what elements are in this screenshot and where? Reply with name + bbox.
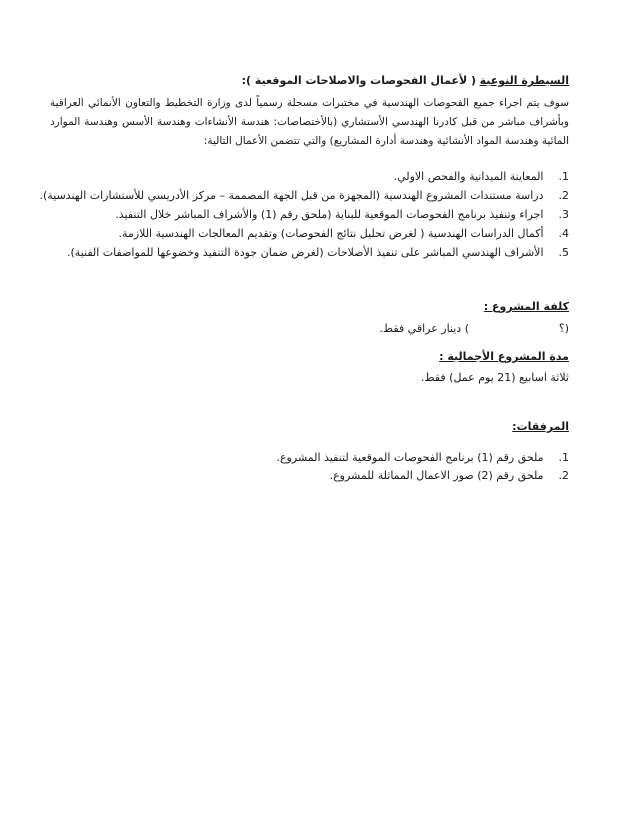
list-number: 2. xyxy=(558,469,569,482)
list-text: دراسة مستندات المشروع الهندسية (المجهزة من قبل الجهة المصممة – مركز الأدريسي للأستشارات الهندسية). xyxy=(39,189,544,202)
attachments-heading-line xyxy=(60,418,569,435)
quality-control-heading-line xyxy=(60,72,569,89)
project-cost-heading: كلفة المشروع : xyxy=(483,300,569,313)
list-number: 5. xyxy=(558,246,569,259)
project-cost-row xyxy=(60,320,569,337)
list-number: 1. xyxy=(558,170,569,183)
project-cost-text: ) دينار عراقي فقط. xyxy=(379,322,469,335)
list-item xyxy=(40,244,569,261)
paragraph-line: سوف يتم اجراء جميع الفحوصات الهندسية في مختبرات مسجلة رسمياً لدى وزارة التخطيط والتعاون الأنمائي العراقية xyxy=(50,97,569,109)
attachment-text: ملحق رقم (1) برنامج الفحوصات الموقعية لتنفيذ المشروع. xyxy=(276,451,544,464)
project-duration-text: ثلاثة اسابيع (21 يوم عمل) فقط. xyxy=(420,371,569,384)
list-item xyxy=(40,187,569,204)
project-cost-amount: (؟ xyxy=(558,322,569,335)
paragraph-line: وبأشراف مباشر من قبل كادرنا الهندسي الأستشاري (بالأختصاصات: هندسة الأنشاءات وهندسة الأسس وهندسة الموارد xyxy=(50,116,569,128)
list-number: 1. xyxy=(558,451,569,464)
list-item xyxy=(40,168,569,185)
list-text: الأشراف الهندسي المباشر على تنفيذ الأصلاحات (لغرض ضمان جودة التنفيذ وخضوعها للمواصفات الفنية). xyxy=(67,246,544,259)
list-text: أكمال الدراسات الهندسية ( لغرض تحليل نتائج الفحوصات) وتقديم المعالجات الهندسية اللازمة. xyxy=(118,227,544,240)
attachment-item xyxy=(40,467,569,484)
list-number: 2. xyxy=(558,189,569,202)
list-number: 4. xyxy=(558,227,569,240)
quality-control-heading: السيطرة النوعية xyxy=(479,74,569,87)
attachment-text: ملحق رقم (2) صور الاعمال المماثلة للمشروع. xyxy=(329,469,544,482)
list-text: اجراء وتنفيذ برنامج الفحوصات الموقعية للبناية (ملحق رقم (1) والأشراف المباشر خلال التنفيذ. xyxy=(115,208,544,221)
list-text: المعاينة الميدانية والفحص الاولي. xyxy=(393,170,544,183)
quality-control-heading-suffix: ( لأعمال الفحوصات والاصلاحات الموقعية ): xyxy=(241,74,477,87)
project-duration-heading-line xyxy=(60,348,569,365)
list-item xyxy=(40,206,569,223)
list-item xyxy=(40,225,569,242)
project-cost-heading-line xyxy=(60,298,569,315)
quality-control-paragraph xyxy=(50,94,569,151)
project-duration-heading: مدة المشروع الأجمالية : xyxy=(439,350,569,363)
attachment-item xyxy=(40,449,569,466)
attachments-heading: المرفقات: xyxy=(512,420,569,433)
paragraph-line: المائية وهندسة المواد الأنشائية وهندسة أدارة المشاريع) والتي تتضمن الأعمال التالية: xyxy=(203,135,569,147)
list-number: 3. xyxy=(558,208,569,221)
